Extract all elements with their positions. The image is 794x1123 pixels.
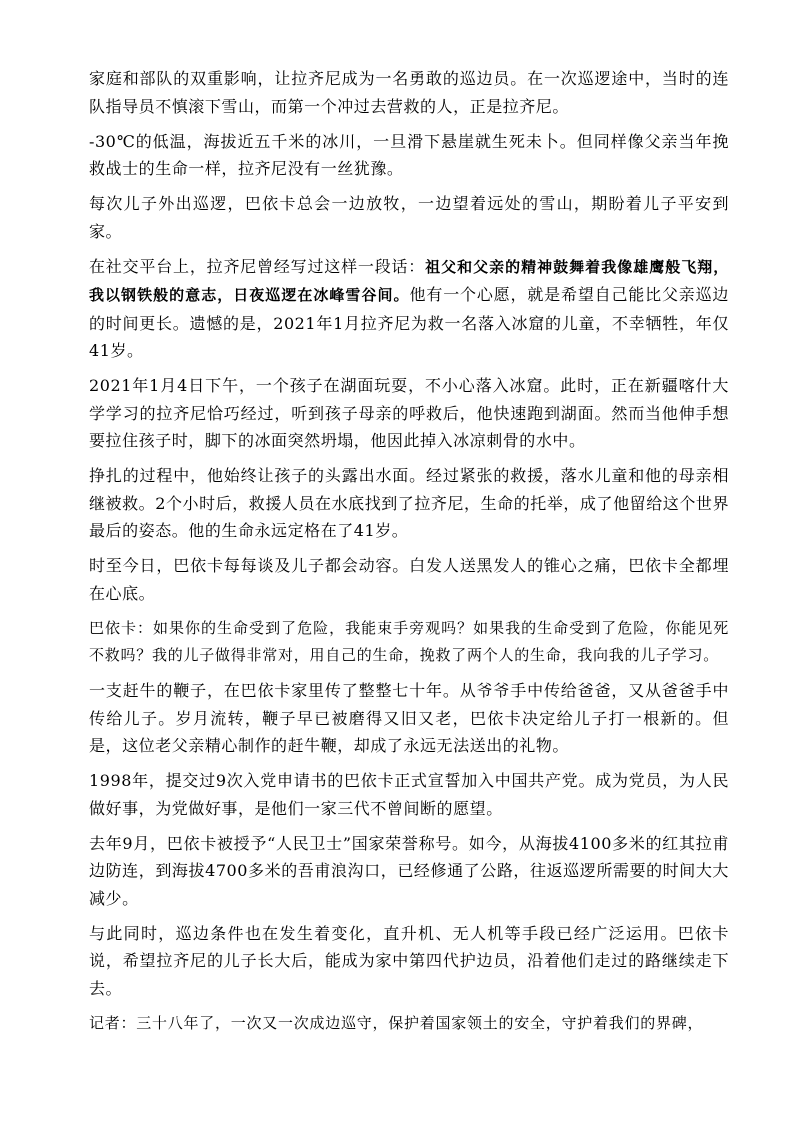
paragraph-lead: 在社交平台上，拉齐尼曾经写过这样一段话： <box>89 256 426 276</box>
paragraph: 一支赶牛的鞭子，在巴依卡家里传了整整七十年。从爷爷手中传给爸爸，又从爸爸手中传给儿子。岁月流转，鞭子早已被磨得又旧又老，巴依卡决定给儿子打一根新的。但是，这位老父亲精心制作的赶牛鞭，却成了永远无法送出的礼物。 <box>89 681 729 755</box>
paragraph: 挣扎的过程中，他始终让孩子的头露出水面。经过紧张的救援，落水儿童和他的母亲相继被救。2个小时后，救援人员在水底找到了拉齐尼，生命的托举，成了他留给这个世界最后的姿态。他的生命永远定格在了41岁。 <box>89 466 729 540</box>
interview-quote: 记者：三十八年了，一次又一次成边巡守，保护着国家领土的安全，守护着我们的界碑， <box>89 1013 704 1032</box>
paragraph: 时至今日，巴依卡每每谈及儿子都会动容。白发人送黑发人的锥心之痛，巴依卡全都埋在心底。 <box>89 556 729 603</box>
interview-quote: 巴依卡：如果你的生命受到了危险，我能束手旁观吗？如果我的生命受到了危险，你能见死不救吗？我的儿子做得非常对，用自己的生命，挽救了两个人的生命，我向我的儿子学习。 <box>89 618 729 664</box>
paragraph: 家庭和部队的双重影响，让拉齐尼成为一名勇敢的巡边员。在一次巡逻途中，当时的连队指导员不慎滚下雪山，而第一个冲过去营救的人，正是拉齐尼。 <box>89 69 729 116</box>
quoted-passage: 祖父和父亲的精神鼓舞着我像雄鹰般飞翔，我以钢铁般的意志，日夜巡逻在冰峰雪谷间。 <box>89 257 729 304</box>
paragraph: 与此同时，巡边条件也在发生着变化，直升机、无人机等手段已经广泛运用。巴依卡说，希望拉齐尼的儿子长大后，能成为家中第四代护边员，沿着他们走过的路继续走下去。 <box>89 923 729 998</box>
article-body <box>89 65 729 1045</box>
paragraph-tail: 他有一个心愿，就是希望自己能比父亲巡边的时间更长。遗憾的是，2021年1月拉齐尼为救一名落入冰窟的儿童，不幸牺牲，年仅41岁。 <box>89 285 729 360</box>
paragraph: 1998年，提交过9次入党申请书的巴依卡正式宣誓加入中国共产党。成为党员，为人民做好事，为党做好事，是他们一家三代不曾间断的愿望。 <box>89 771 729 818</box>
paragraph: -30℃的低温，海拔近五千米的冰川，一旦滑下悬崖就生死未卜。但同样像父亲当年挽救战士的生命一样，拉齐尼没有一丝犹豫。 <box>89 131 729 178</box>
paragraph: 去年9月，巴依卡被授予“人民卫士”国家荣誉称号。如今，从海拔4100多米的红其拉甫边防连，到海拔4700多米的吾甫浪沟口，已经修通了公路，往返巡逻所需要的时间大大减少。 <box>89 833 729 908</box>
paragraph: 2021年1月4日下午，一个孩子在湖面玩耍，不小心落入冰窟。此时，正在新疆喀什大学学习的拉齐尼恰巧经过，听到孩子母亲的呼救后，他快速跑到湖面。然而当他伸手想要拉住孩子时，脚下的冰面突然坍塌，他因此掉入冰凉刺骨的水中。 <box>89 376 729 450</box>
paragraph-with-quote <box>89 253 729 365</box>
paragraph: 每次儿子外出巡逻，巴依卡总会一边放牧，一边望着远处的雪山，期盼着儿子平安到家。 <box>89 194 729 241</box>
